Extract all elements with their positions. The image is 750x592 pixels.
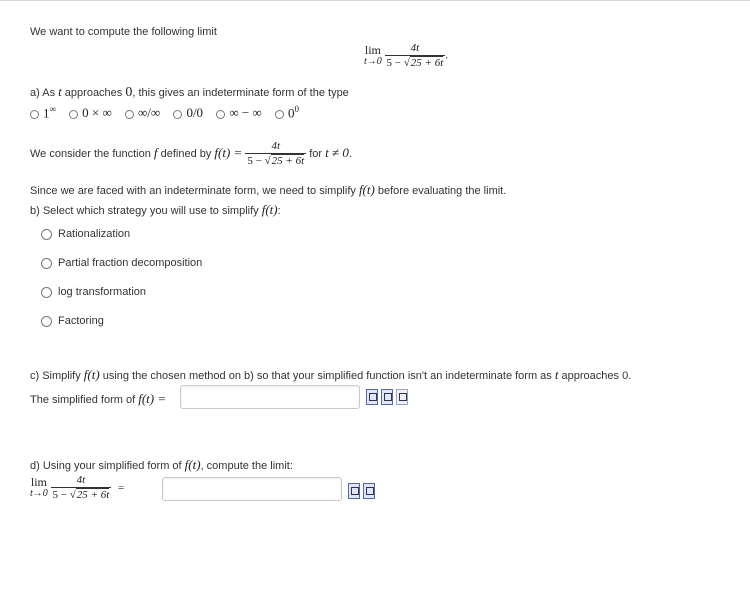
equation-editor-icon[interactable] [366,389,378,405]
main-limit: lim t→0 $\frac{4t}{5 - √25 + 6t}$ . [364,42,449,69]
option-0-power-0[interactable]: $0^0$ [275,104,299,121]
option-0-times-inf[interactable]: 0 × ∞ [69,105,112,121]
function-fraction: $\frac{4t}{5 - √25 + 6t}$ [247,140,305,167]
strategy-option-factoring[interactable]: Factoring [41,315,104,327]
option-1-power-inf[interactable]: 1∞ [30,104,56,121]
part-b-prompt: b) Select which strategy you will use to simplify f(t): [30,202,281,217]
radio-button[interactable] [41,229,52,240]
radio-button[interactable] [275,110,284,119]
intro-text: We want to compute the following limit [30,26,217,38]
preview-icon[interactable] [381,389,393,405]
option-inf-minus-inf[interactable]: ∞ − ∞ [216,105,261,121]
preview-icon[interactable] [363,483,375,499]
part-c-prompt: c) Simplify f(t) using the chosen method on b) so that your simplified function isn't an indeterminate form as t approaches 0. [30,367,632,382]
strategy-option-rationalization[interactable]: Rationalization [41,228,130,240]
part-a-prompt: a) As t approaches 0, this gives an indeterminate form of the type [30,84,349,100]
radio-button[interactable] [30,110,39,119]
part-a-options [30,104,309,121]
function-definition: We consider the function f defined by f(t) = $\frac{4t}{5 - √25 + 6t}$ for t ≠ 0. [30,140,352,167]
radio-button[interactable] [41,287,52,298]
limit-fraction: $\frac{4t}{5 - √25 + 6t}$ [386,42,444,69]
limit-answer-input[interactable] [162,477,342,501]
part-d-prompt: d) Using your simplified form of f(t), compute the limit: [30,457,293,472]
radio-button[interactable] [125,110,134,119]
indeterminate-note: Since we are faced with an indeterminate form, we need to simplify f(t) before evaluating the limit. [30,182,507,197]
top-border [0,0,750,1]
simplified-form-input[interactable] [180,385,360,409]
radio-button[interactable] [216,110,225,119]
strategy-option-partial-fraction[interactable]: Partial fraction decomposition [41,257,202,269]
radio-button[interactable] [173,110,182,119]
option-inf-over-inf[interactable]: ∞/∞ [125,105,160,121]
limit-fraction: $\frac{4t}{5 - √25 + 6t}$ [52,474,110,501]
radio-button[interactable] [41,316,52,327]
strategy-option-log[interactable]: log transformation [41,286,146,298]
part-c-label: The simplified form of f(t) = [30,391,167,406]
part-d-limit: lim t→0 $\frac{4t}{5 - √25 + 6t}$ = [30,474,125,501]
equation-editor-icon[interactable] [348,483,360,499]
option-0-over-0[interactable]: 0/0 [173,105,203,121]
help-icon[interactable] [396,389,408,405]
limit-operator: lim t→0 [30,475,48,499]
limit-operator: lim t→0 [364,43,382,67]
radio-button[interactable] [69,110,78,119]
radio-button[interactable] [41,258,52,269]
